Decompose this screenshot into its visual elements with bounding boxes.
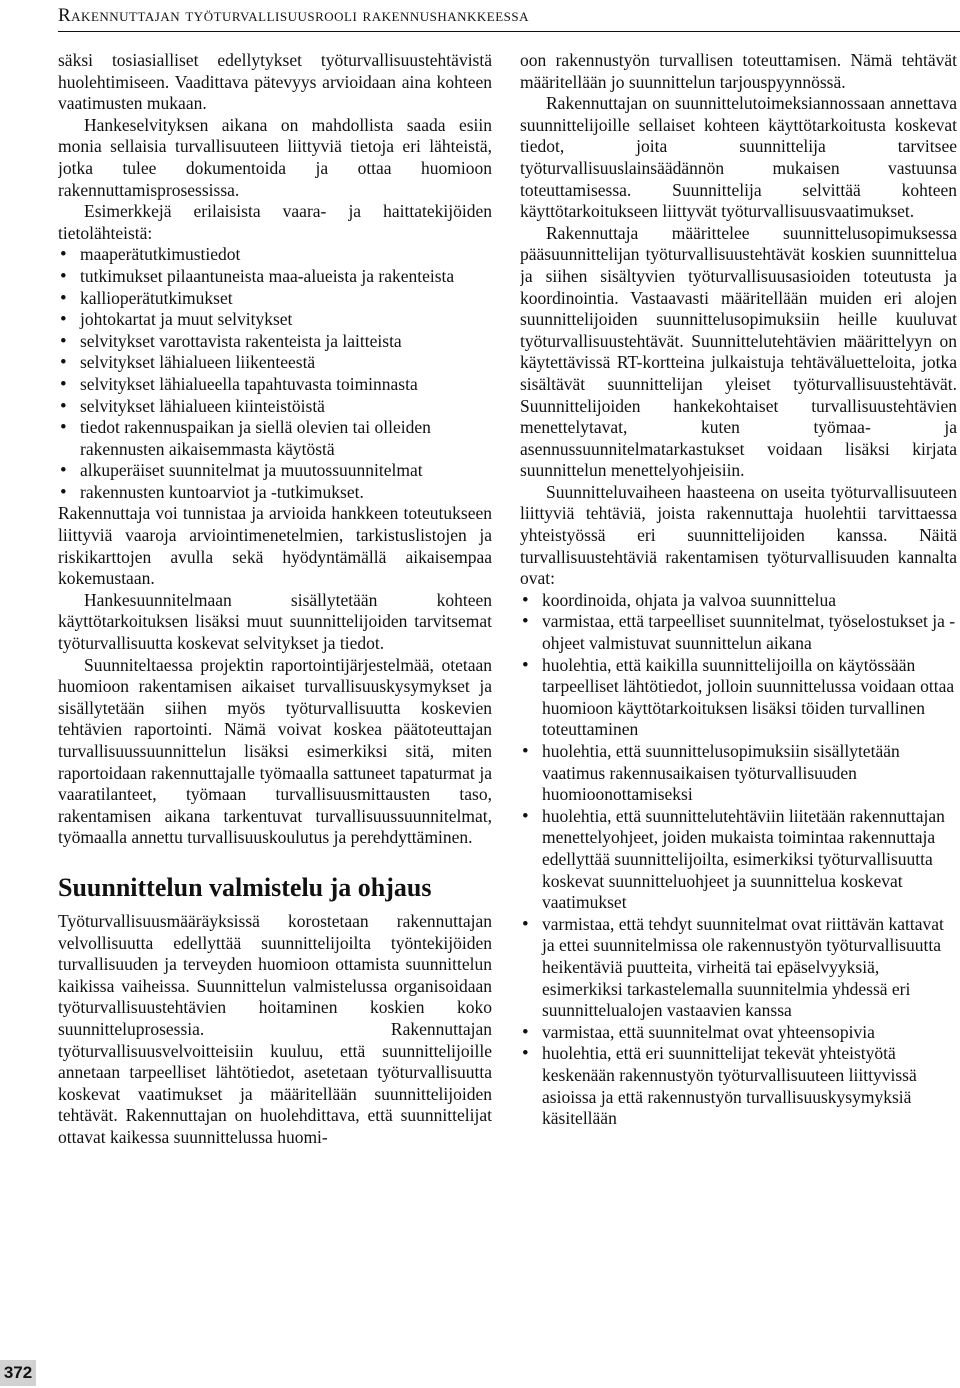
list-item: • maaperätutkimustiedot [58, 244, 492, 266]
left-column [58, 50, 492, 1386]
page-number: 372 [0, 1360, 36, 1386]
paragraph-plan: Hankesuunnitelmaan sisällytetään kohteen käyttötarkoituksen lisäksi muut suunnittelijoiden tarvitsemat työturvallisuutta koskevat selvitykset ja tiedot. [58, 589, 492, 654]
paragraph-intro: säksi tosiasialliset edellytykset työturvallisuustehtävistä huolehtimiseen. Vaadittava pätevyys arvioidaan aina kohteen vaatimusten mukaan. [58, 50, 492, 114]
list-item: • huolehtia, että eri suunnittelijat tekevät yhteistyötä keskenään rakennustyön työturvallisuuteen liittyvissä asioissa ja että rakennustyön turvallisuuskysymyksiä käsitellään [520, 1043, 957, 1129]
list-item: • selvitykset lähialueella tapahtuvasta toiminnasta [58, 374, 492, 396]
list-item: • huolehtia, että suunnittelutehtäviin liitetään rakennuttajan menettelyohjeet, joiden mukaista toimintaa rakennuttaja edellyttää suunnittelijoilta, esimerkiksi työturvallisuutta koskevat suunnitteluohjeet ja suunnittelua koskevat vaatimukset [520, 806, 957, 914]
list-item: • selvitykset varottavista rakenteista ja laitteista [58, 331, 492, 353]
list-item: • selvitykset lähialueen kiinteistöistä [58, 396, 492, 418]
list-item: • huolehtia, että suunnittelusopimuksiin sisällytetään vaatimus rakennusaikaisen työturvallisuuden huomioonottamiseksi [520, 741, 957, 806]
list-item: • tiedot rakennuspaikan ja siellä olevien tai olleiden rakennusten aikaisemmasta käytöstä [58, 417, 492, 460]
running-head: Rakennuttajan työturvallisuusrooli rakennushankkeessa [58, 5, 530, 26]
paragraph-reporting: Suunniteltaessa projektin raportointijärjestelmää, otetaan huomioon rakentamisen aikaiset turvallisuuskysymykset ja sisällytetään siihen myös työturvallisuutta koskevien tehtävien raportointi. Nämä voivat koskea päätoteuttajan turvallisuussuunnittelun lisäksi esimerkiksi sitä, miten raportoidaan rakennuttajalle työmaalla sattuneet tapaturmat ja vaaratilanteet, työmaan turvallisuusmittausten taso, rakentamisen aikana tarkentuvat turvallisuussuunnitelmat, työmaalla annettu turvallisuuskoulutus ja perehdyttäminen. [58, 654, 492, 848]
paragraph-assess: Rakennuttaja voi tunnistaa ja arvioida hankkeen toteutukseen liittyviä vaaroja arviointimenetelmien, tarkistuslistojen ja riskikarttojen avulla sekä hyödyntämällä aikaisempaa kokemustaan. [58, 503, 492, 589]
header-rule [58, 31, 960, 32]
list-item: • koordinoida, ohjata ja valvoa suunnittelua [520, 590, 957, 612]
tasks-list [520, 590, 957, 1130]
list-item: • alkuperäiset suunnitelmat ja muutossuunnitelmat [58, 460, 492, 482]
list-item: • selvitykset lähialueen liikenteestä [58, 352, 492, 374]
section-heading: Suunnittelun valmistelu ja ohjaus [58, 872, 432, 902]
paragraph-contract: Rakennuttaja määrittelee suunnittelusopimuksessa pääsuunnittelijan työturvallisuustehtävät koskien suunnittelua ja siihen sisältyvien työturvallisuusasioiden toteutusta ja koordinointia. Vastaavasti määritellään muiden eri alojen suunnittelijoiden suunnittelusopimuksiin heille kuuluvat työturvallisuustehtävät. Suunnittelutehtävien määrittelyyn on käytettävissä RT-kortteina julkaistuja tehtäväluetteloita, jotka sisältävät suunnittelijan yleiset työturvallisuustehtävät. Suunnittelijoiden hankekohtaiset turvallisuustehtävien menettelytavat, kuten työmaa- ja asennussuunnitelmatarkastukset voidaan lisäksi kirjata suunnittelun menettelyohjeisiin. [520, 222, 957, 481]
paragraph-examples: Esimerkkejä erilaisista vaara- ja haittatekijöiden tietolähteistä: [58, 201, 492, 243]
paragraph-regulation: Työturvallisuusmääräyksissä korostetaan rakennuttajan velvollisuutta edellyttää suunnittelijoilta työntekijöiden turvallisuuden ja terveyden huomioon ottamista suunnittelun kaikissa vaiheissa. Suunnittelun valmistelussa organisoidaan työturvallisuustehtävien hoitaminen koskien koko suunnitteluprosessia. Rakennuttajan työturvallisuusvelvoitteisiin kuuluu, että suunnittelijoille annetaan tarpeelliset lähtötiedot, asetetaan työturvallisuutta koskevat vaatimukset ja määritellään suunnittelijoiden tehtävät. Rakennuttajan on huolehdittava, että suunnittelijat ottavat kaikessa suunnittelussa huomi- [58, 910, 492, 1147]
list-item: • varmistaa, että tehdyt suunnitelmat ovat riittävän kattavat ja ettei suunnitelmissa ole rakennustyön työturvallisuutta heikentäviä puutteita, virheitä tai epäselvyyksiä, esimerkiksi tarkastelemalla suunnitelmia yhdessä eri suunnittelualojen vastaavien kanssa [520, 914, 957, 1022]
right-column [520, 50, 957, 1386]
paragraph-challenge: Suunnitteluvaiheen haasteena on useita työturvallisuuteen liittyviä tehtäviä, joista rakennuttaja huolehtii tarvittaessa yhteistyössä eri suunnittelijoiden kanssa. Näitä turvallisuustehtäviä rakentamisen työturvallisuuden kannalta ovat: [520, 481, 957, 589]
list-item: • varmistaa, että tarpeelliset suunnitelmat, työselostukset ja -ohjeet valmistuvat suunnittelun aikana [520, 611, 957, 654]
paragraph-continued: oon rakennustyön turvallisen toteuttamisen. Nämä tehtävät määritellään jo suunnittelun tarjouspyynnössä. [520, 50, 957, 92]
list-item: • rakennusten kuntoarviot ja -tutkimukset. [58, 482, 492, 504]
paragraph-sources: Hankeselvityksen aikana on mahdollista saada esiin monia sellaisia turvallisuuteen liittyviä tietoja eri lähteistä, jotka tulee dokumentoida ja ottaa huomioon rakennuttamisprosessissa. [58, 114, 492, 200]
list-item: • tutkimukset pilaantuneista maa-alueista ja rakenteista [58, 266, 492, 288]
list-item: • huolehtia, että kaikilla suunnittelijoilla on käytössään tarpeelliset lähtötiedot, jolloin suunnittelussa voidaan ottaa huomioon käyttötarkoituksen lisäksi töiden turvallinen toteuttaminen [520, 655, 957, 741]
paragraph-consulting: Rakennuttajan on suunnittelutoimeksiannossaan annettava suunnittelijoille sellaiset kohteen käyttötarkoitusta koskevat tiedot, joita suunnittelija tarvitsee työturvallisuuslainsäädännön mukaisen vastuunsa toteuttamisessa. Suunnittelija selvittää kohteen käyttötarkoitukseen liittyvät työturvallisuusvaatimukset. [520, 93, 957, 222]
list-item: • varmistaa, että suunnitelmat ovat yhteensopivia [520, 1022, 957, 1044]
list-item: • kallioperätutkimukset [58, 288, 492, 310]
list-item: • johtokartat ja muut selvitykset [58, 309, 492, 331]
sources-list [58, 244, 492, 503]
